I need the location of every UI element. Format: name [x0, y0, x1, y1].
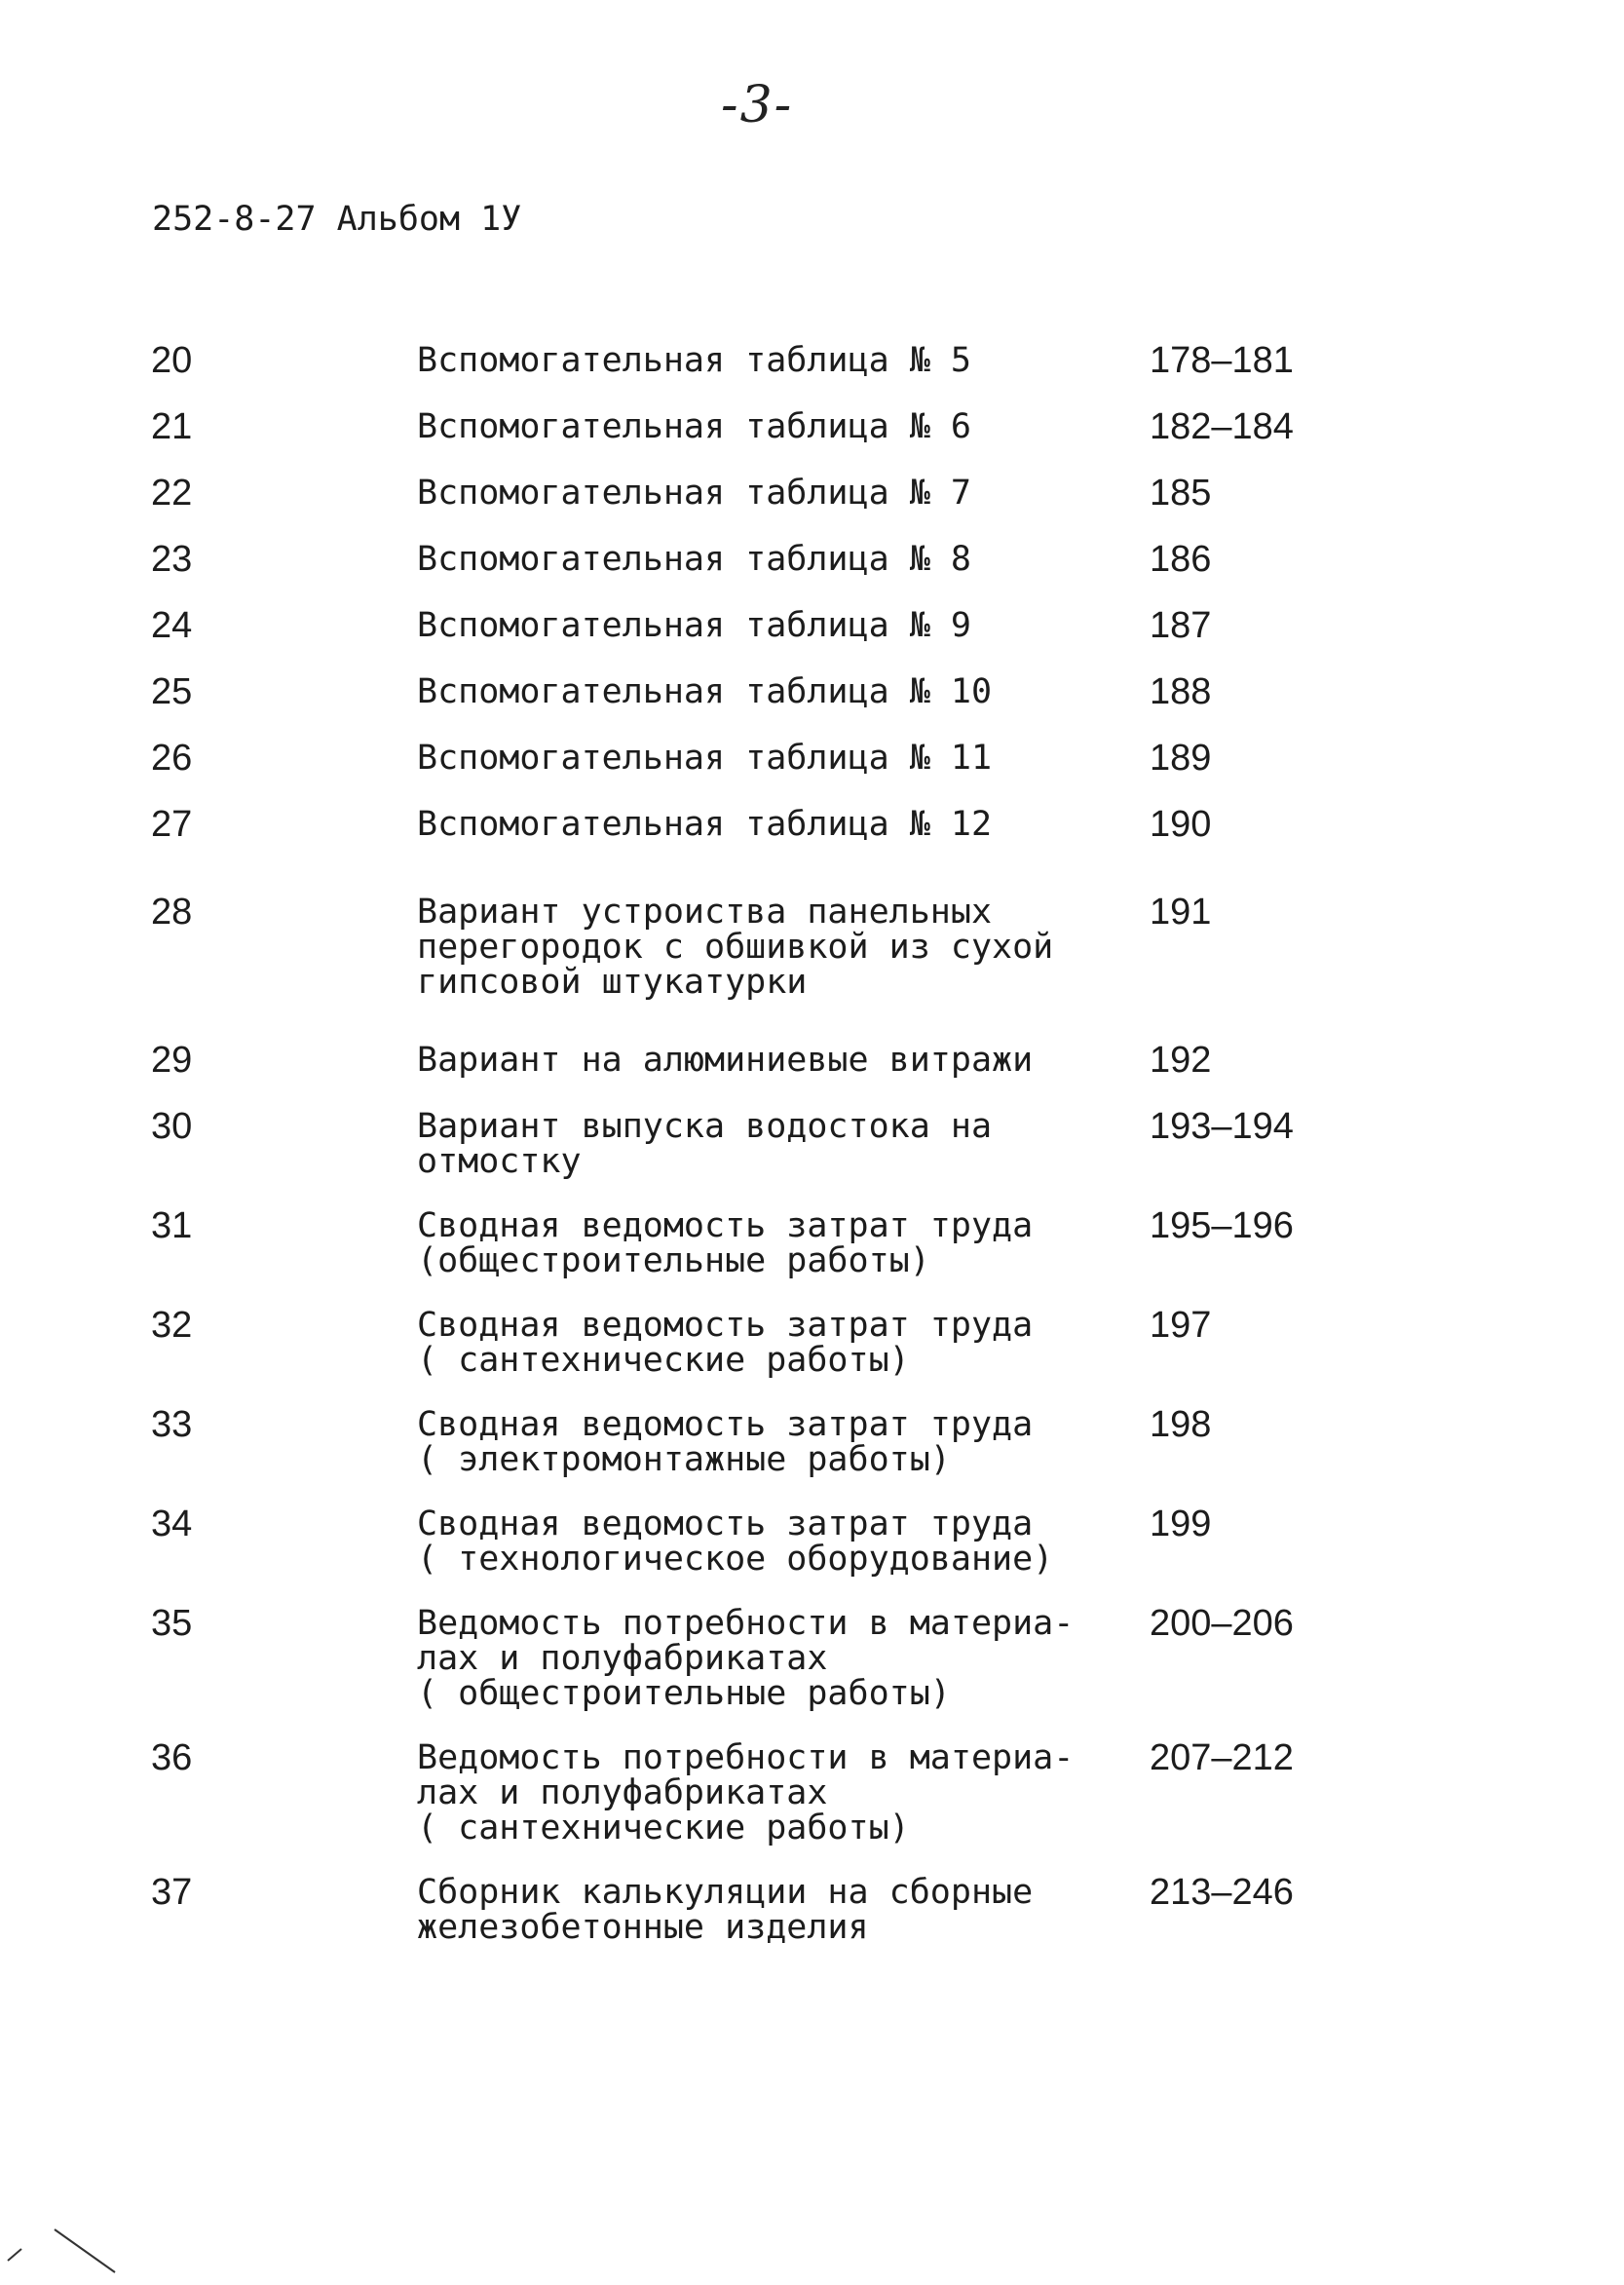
toc-number: 31 [151, 1205, 193, 1246]
toc-title: Вспомогательная таблица № 5 [417, 341, 971, 380]
toc-number: 33 [151, 1404, 193, 1445]
toc-title: Вспомогательная таблица № 8 [417, 540, 971, 579]
toc-pages: 193–194 [1150, 1106, 1294, 1147]
toc-pages: 185 [1150, 473, 1212, 514]
toc-row-26 [0, 738, 1624, 779]
toc-title: Сводная ведомость затрат труда ( технологическое оборудование) [417, 1504, 1054, 1579]
toc-title: Вариант на алюминиевые витражи [417, 1041, 1034, 1080]
toc-title: Вспомогательная таблица № 6 [417, 407, 971, 446]
toc-pages: 188 [1150, 671, 1212, 712]
toc-pages: 200–206 [1150, 1603, 1294, 1644]
toc-row-33 [0, 1404, 1624, 1479]
toc-number: 24 [151, 605, 193, 646]
pen-mark [0, 2202, 156, 2280]
toc-title: Ведомость потребности в материа- лах и полуфабрикатах ( сантехнические работы) [417, 1738, 1075, 1847]
toc-title: Вспомогательная таблица № 9 [417, 606, 971, 645]
document-header: 252-8-27 Альбом 1У [152, 200, 522, 239]
toc-number: 20 [151, 340, 193, 381]
toc-pages: 197 [1150, 1305, 1212, 1346]
toc-pages: 187 [1150, 605, 1212, 646]
toc-pages: 186 [1150, 539, 1212, 580]
toc-row-31 [0, 1205, 1624, 1280]
toc-row-28 [0, 892, 1624, 1002]
toc-row-23 [0, 539, 1624, 580]
table-of-contents [0, 340, 1624, 1947]
toc-row-35 [0, 1603, 1624, 1713]
toc-number: 28 [151, 892, 193, 933]
toc-pages: 198 [1150, 1404, 1212, 1445]
toc-row-25 [0, 671, 1624, 712]
toc-pages: 190 [1150, 804, 1212, 845]
toc-number: 21 [151, 406, 193, 447]
toc-title: Сборник калькуляции на сборные железобетонные изделия [417, 1873, 1034, 1947]
toc-pages: 213–246 [1150, 1872, 1294, 1913]
toc-number: 26 [151, 738, 193, 779]
toc-pages: 207–212 [1150, 1737, 1294, 1778]
toc-row-29 [0, 1040, 1624, 1081]
toc-title: Сводная ведомость затрат труда ( сантехнические работы) [417, 1306, 1034, 1380]
toc-row-32 [0, 1305, 1624, 1380]
toc-number: 22 [151, 473, 193, 514]
toc-title: Вспомогательная таблица № 11 [417, 739, 993, 778]
toc-pages: 191 [1150, 892, 1212, 933]
toc-title: Вариант выпуска водостока на отмостку [417, 1107, 993, 1181]
toc-number: 30 [151, 1106, 193, 1147]
toc-title: Вариант устроиства панельных перегородок с обшивкой из сухой гипсовой штукатурки [417, 893, 1054, 1002]
toc-row-37 [0, 1872, 1624, 1947]
toc-row-21 [0, 406, 1624, 447]
toc-row-36 [0, 1737, 1624, 1847]
toc-pages: 199 [1150, 1504, 1212, 1544]
toc-title: Ведомость потребности в материа- лах и полуфабрикатах ( общестроительные работы) [417, 1604, 1075, 1713]
toc-number: 36 [151, 1737, 193, 1778]
toc-row-30 [0, 1106, 1624, 1181]
toc-row-20 [0, 340, 1624, 381]
toc-number: 29 [151, 1040, 193, 1081]
toc-pages: 182–184 [1150, 406, 1294, 447]
toc-row-22 [0, 473, 1624, 514]
toc-number: 35 [151, 1603, 193, 1644]
toc-pages: 189 [1150, 738, 1212, 779]
toc-number: 34 [151, 1504, 193, 1544]
toc-number: 23 [151, 539, 193, 580]
toc-row-27 [0, 804, 1624, 845]
toc-number: 32 [151, 1305, 193, 1346]
toc-title: Вспомогательная таблица № 7 [417, 474, 971, 513]
toc-pages: 195–196 [1150, 1205, 1294, 1246]
toc-title: Вспомогательная таблица № 12 [417, 805, 993, 844]
toc-pages: 192 [1150, 1040, 1212, 1081]
toc-number: 25 [151, 671, 193, 712]
toc-title: Вспомогательная таблица № 10 [417, 672, 993, 711]
toc-row-24 [0, 605, 1624, 646]
toc-row-34 [0, 1506, 1624, 1577]
page-number: -3- [721, 76, 794, 134]
toc-title: Сводная ведомость затрат труда (общестроительные работы) [417, 1206, 1034, 1280]
toc-pages: 178–181 [1150, 340, 1294, 381]
toc-number: 27 [151, 804, 193, 845]
toc-title: Сводная ведомость затрат труда ( электромонтажные работы) [417, 1405, 1034, 1479]
toc-number: 37 [151, 1872, 193, 1913]
